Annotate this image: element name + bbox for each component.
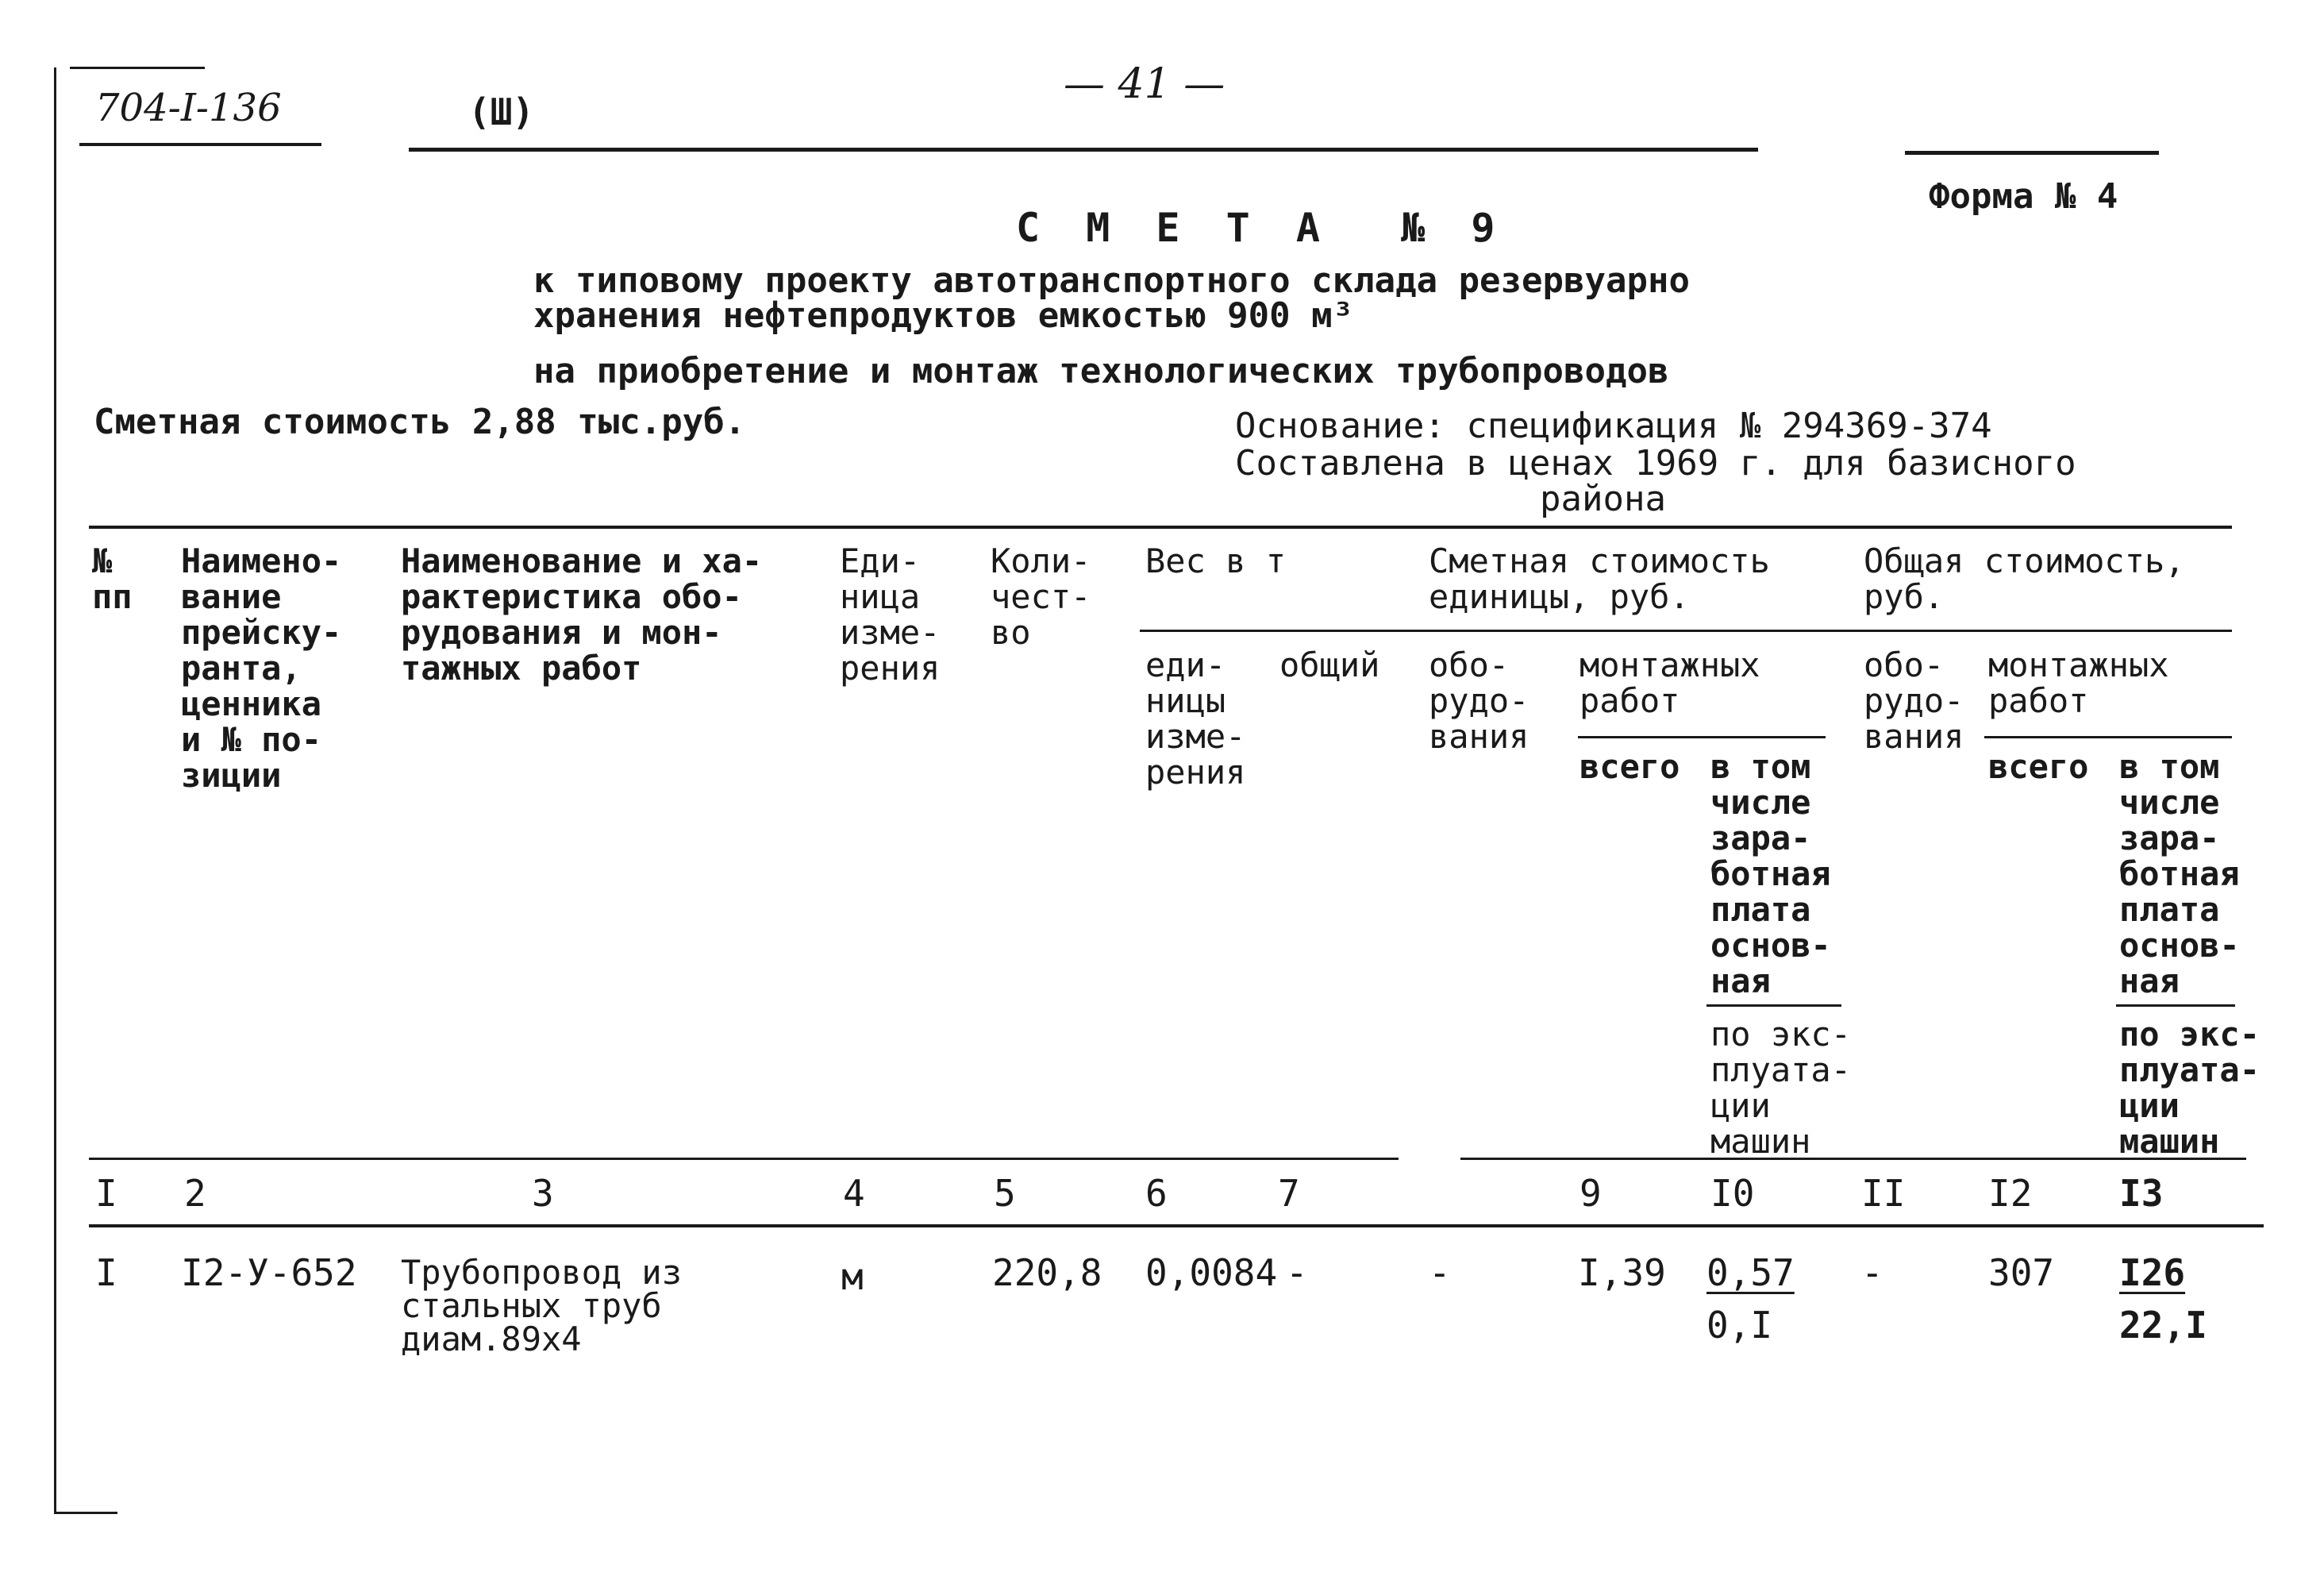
header-rule: [409, 148, 1758, 152]
row-number: I: [95, 1251, 117, 1294]
row-unit-install-wages: 0,57: [1706, 1251, 1795, 1294]
form-top-rule: [1905, 151, 2159, 155]
header-pricelist: Наимено- вание прейску- ранта, ценника и № по- зиции: [181, 541, 342, 795]
basis: Основание: спецификация № 294369-374: [1235, 406, 1992, 446]
column-numbers-rule: [89, 1224, 2264, 1227]
header-weight-unit: еди- ницы изме- рения: [1145, 645, 1246, 792]
row-unit-install-total: I,39: [1578, 1251, 1666, 1294]
column-number: 9: [1579, 1172, 1602, 1215]
table-top-rule: [89, 526, 2232, 529]
column-number: I2: [1988, 1172, 2033, 1215]
header-installation-total: монтажных работ: [1988, 645, 2169, 720]
header-unit-cost: Сметная стоимость единицы, руб.: [1429, 541, 1770, 616]
row-unit-equipment: -: [1429, 1251, 1451, 1294]
row-total-install-machines: 22,I: [2119, 1304, 2207, 1347]
column-number: I0: [1710, 1172, 1755, 1215]
column-number: 2: [184, 1172, 206, 1215]
column-number: 6: [1145, 1172, 1168, 1215]
margin-line-top-left: [54, 67, 56, 1512]
header-installation: монтажных работ: [1579, 645, 1760, 720]
header-equipment: обо- рудо- вания: [1429, 645, 1529, 756]
estimated-cost: Сметная стоимость 2,88 тыс.руб.: [94, 402, 746, 442]
row-weight-unit: 0,0084: [1145, 1251, 1278, 1294]
row-total-install: 307: [1988, 1251, 2055, 1294]
subtitle-line-3: на приобретение и монтаж технологических трубопроводов: [533, 351, 1669, 391]
column-number: 3: [532, 1172, 554, 1215]
subtitle-line-2: хранения нефтепродуктов емкостью 900 м³: [533, 295, 1354, 336]
row-total-equipment: -: [1861, 1251, 1883, 1294]
document-title: С М Е Т А № 9: [1016, 205, 1506, 251]
header-install-machines-total: по экс- плуата- ции машин: [2119, 1015, 2261, 1161]
header-row-number: № пп: [92, 541, 133, 616]
install-rule-2: [1984, 736, 2232, 738]
header-total-cost: Общая стоимость, руб.: [1864, 541, 2185, 616]
header-install-all: всего: [1579, 747, 1680, 786]
header-install-all-total: всего: [1988, 747, 2089, 786]
header-bottom-rule-a: [89, 1158, 1399, 1160]
group-rule-weight: [1140, 630, 2232, 632]
install-rule-1: [1578, 736, 1826, 738]
row-pricelist: I2-У-652: [181, 1251, 357, 1294]
row-unit-install-machines: 0,I: [1706, 1304, 1773, 1347]
prices-line-1: Составлена в ценах 1969 г. для базисного: [1235, 443, 2076, 484]
column-number: 7: [1278, 1172, 1300, 1215]
row-weight-total: -: [1286, 1251, 1308, 1294]
row-quantity: 220,8: [992, 1251, 1102, 1294]
column-number: I3: [2119, 1172, 2164, 1215]
header-equipment-total: обо- рудо- вания: [1864, 645, 1964, 756]
column-number: 4: [843, 1172, 865, 1215]
header-quantity: Коли- чест- во: [991, 541, 1091, 652]
header-weight: Вес в т: [1145, 541, 1287, 580]
document-code-underline: [79, 143, 321, 146]
wages-rule-1: [1706, 1004, 1841, 1007]
header-install-machines: по экс- плуата- ции машин: [1710, 1015, 1852, 1161]
document-code: 704-I-136: [95, 86, 282, 130]
header-install-wages: в том числе зара- ботная плата основ- ная: [1710, 747, 1831, 1000]
margin-line-bottom: [54, 1512, 117, 1514]
header-install-wages-total: в том числе зара- ботная плата основ- ная: [2119, 747, 2240, 1000]
column-number: 5: [994, 1172, 1016, 1215]
header-description: Наименование и ха- рактеристика обо- рудования и мон- тажных работ: [401, 541, 763, 688]
row-unit: м: [841, 1255, 864, 1298]
column-number: II: [1861, 1172, 1906, 1215]
form-number: Форма № 4: [1929, 176, 2118, 217]
wages-rule-2: [2116, 1004, 2235, 1007]
row-name: Трубопровод из стальных труб диам.89х4: [401, 1253, 683, 1358]
row-total-install-wages: I26: [2119, 1251, 2186, 1294]
section-mark: (Ш): [468, 91, 535, 133]
subtitle-line-1: к типовому проекту автотранспортного склада резервуарно: [533, 260, 1690, 301]
column-number: I: [95, 1172, 117, 1215]
page-number: — 41 —: [1064, 60, 1225, 108]
header-weight-total: общий: [1279, 645, 1380, 684]
header-unit: Еди- ница изме- рения: [840, 541, 941, 688]
prices-line-2: района: [1540, 479, 1666, 519]
stamp-top-line: [70, 67, 205, 69]
